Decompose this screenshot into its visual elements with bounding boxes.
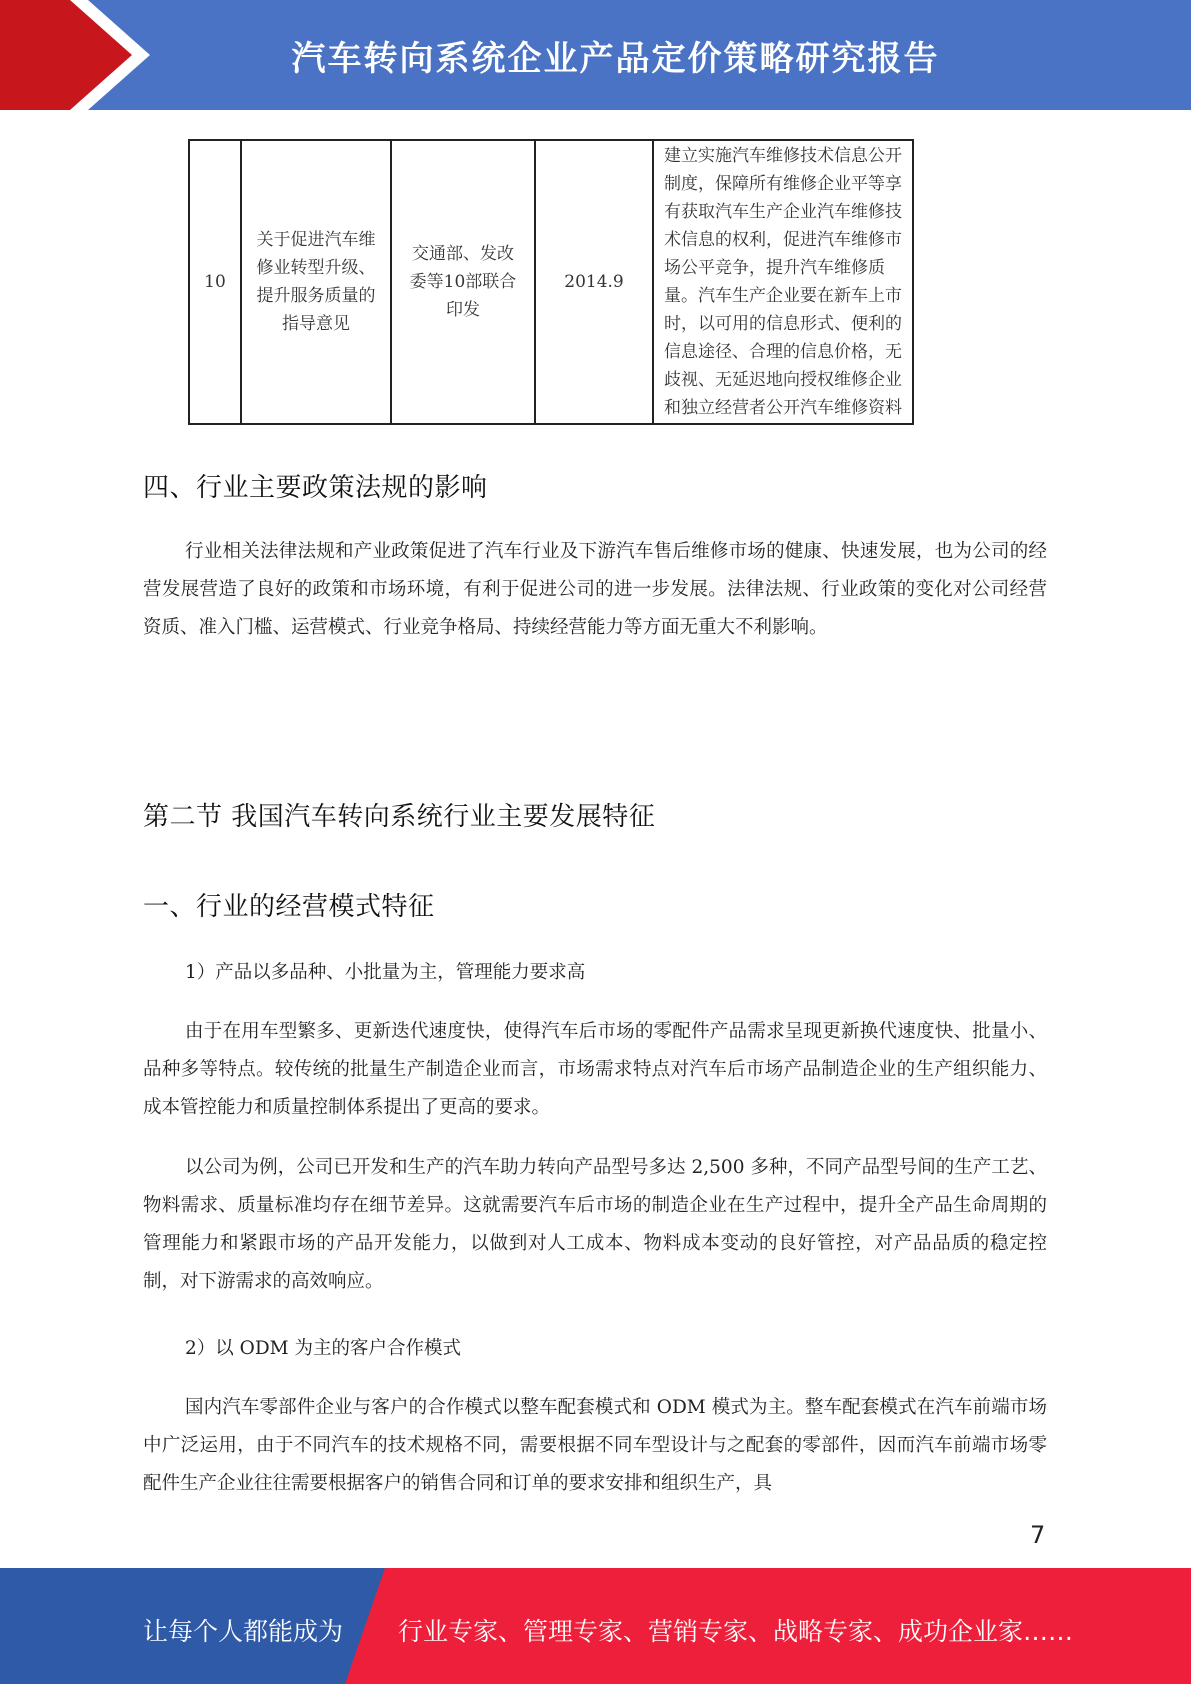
footer-slogan-left: 让每个人都能成为 xyxy=(143,1617,344,1646)
table-cell-issuer: 交通部、发改委等10部联合印发 xyxy=(391,140,535,424)
paragraph-cooperation-model: 国内汽车零部件企业与客户的合作模式以整车配套模式和 ODM 模式为主。整车配套模式在汽车前端市场中广泛运用，由于不同汽车的技术规格不同，需要根据不同车型设计与之配套的零部件，因而汽车前端市场零配件生产企业往往需要根据客户的销售合同和订单的要求安排和组织生产，具 xyxy=(143,1397,1047,1494)
header-band xyxy=(0,0,1191,110)
section-heading-business-model: 一、行业的经营模式特征 xyxy=(143,892,435,922)
section-heading-policy-impact: 四、行业主要政策法规的影响 xyxy=(143,473,488,503)
table-cell-date: 2014.9 xyxy=(535,140,653,424)
subheading-product-variety: 1）产品以多品种、小批量为主，管理能力要求高 xyxy=(185,962,586,983)
paragraph-company-example: 以公司为例，公司已开发和生产的汽车助力转向产品型号多达 2,500 多种，不同产品型号间的生产工艺、物料需求、质量标准均存在细节差异。这就需要汽车后市场的制造企业在生产过程中，提升全产品生命周期的管理能力和紧跟市场的产品开发能力，以做到对人工成本、物料成本变动的良好管控，对产品品质的稳定控制，对下游需求的高效响应。 xyxy=(143,1157,1047,1292)
table-cell-number: 10 xyxy=(189,140,241,424)
paragraph-policy-impact: 行业相关法律法规和产业政策促进了汽车行业及下游汽车售后维修市场的健康、快速发展，也为公司的经营发展营造了良好的政策和市场环境，有利于促进公司的进一步发展。法律法规、行业政策的变化对公司经营资质、准入门槛、运营模式、行业竞争格局、持续经营能力等方面无重大不利影响。 xyxy=(143,541,1047,638)
policy-table xyxy=(188,139,914,425)
footer-slogan-right: 行业专家、管理专家、营销专家、战略专家、成功企业家…… xyxy=(398,1617,1074,1646)
page-number: 7 xyxy=(1030,1521,1046,1549)
table-cell-content: 建立实施汽车维修技术信息公开制度，保障所有维修企业平等享有获取汽车生产企业汽车维修技术信息的权利，促进汽车维修市场公平竞争，提升汽车维修质量。汽车生产企业要在新车上市时，以可用的信息形式、便利的信息途径、合理的信息价格，无歧视、无延迟地向授权维修企业和独立经营者公开汽车维修资料 xyxy=(653,140,913,424)
subheading-odm-model: 2）以 ODM 为主的客户合作模式 xyxy=(185,1338,461,1359)
chapter-heading: 第二节 我国汽车转向系统行业主要发展特征 xyxy=(143,802,656,832)
document-header-title: 汽车转向系统企业产品定价策略研究报告 xyxy=(291,38,940,79)
header-chevron-icon xyxy=(0,0,150,110)
table-row xyxy=(189,140,913,424)
table-cell-policy-name: 关于促进汽车维修业转型升级、提升服务质量的指导意见 xyxy=(241,140,391,424)
paragraph-market-demand: 由于在用车型繁多、更新迭代速度快，使得汽车后市场的零配件产品需求呈现更新换代速度快、批量小、品种多等特点。较传统的批量生产制造企业而言，市场需求特点对汽车后市场产品制造企业的生产组织能力、成本管控能力和质量控制体系提出了更高的要求。 xyxy=(143,1021,1047,1118)
